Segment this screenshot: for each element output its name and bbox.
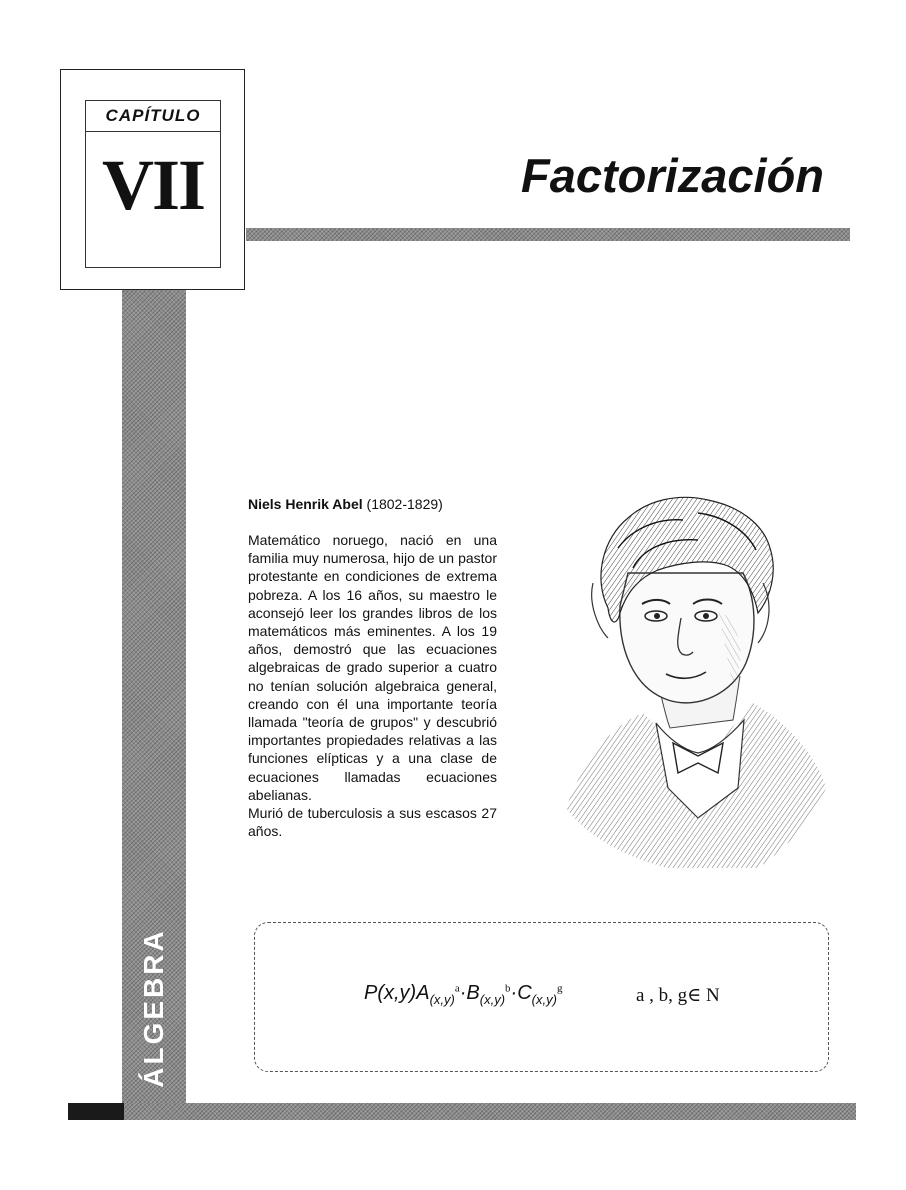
factorization-formula	[364, 982, 562, 1007]
formula-exponent: a	[454, 982, 460, 995]
bio-heading	[248, 496, 443, 512]
chapter-number: VII	[101, 145, 205, 225]
formula-subscript: (x,y)	[479, 992, 506, 1007]
formula-factor-b: B	[466, 982, 480, 1004]
formula-factor-a: A	[416, 982, 430, 1004]
bio-paragraph: Matemático noruego, nació en una familia muy numerosa, hijo de un pastor protestante en condiciones de extrema pobreza. A los 16 años, su maestro le aconsejó leer los grandes libros de los matemáticos más eminentes. A los 19 años, demostró que las ecuaciones algebraicas de grado superior a cuatro no tenían solución algebraica general, creando con él una importante teoría llamada "teoría de grupos" y descubrió importantes propiedades relativas a las funciones elípticas y a una clase de ecuaciones llamadas ecuaciones abelianas.	[248, 532, 497, 803]
top-band	[246, 228, 850, 241]
bio-paragraph: Murió de tuberculosis a sus escasos 27 años.	[248, 805, 497, 840]
page-title: Factorización	[521, 149, 824, 202]
formula-dot: ·	[510, 982, 518, 1004]
section-label: ÁLGEBRA	[138, 928, 169, 1088]
chapter-label: CAPÍTULO	[86, 101, 220, 132]
bio-years: (1802-1829)	[362, 496, 443, 512]
formula-condition: a , b, g∈ N	[636, 985, 720, 1006]
formula-factor-c: C	[517, 982, 532, 1004]
formula-lhs: P(x,y)	[364, 982, 417, 1004]
chapter-inner-frame	[85, 100, 221, 268]
bottom-band	[68, 1103, 856, 1120]
formula-exponent: g	[556, 982, 563, 995]
portrait-illustration	[548, 488, 830, 878]
chapter-box	[60, 69, 245, 290]
formula-dot: ·	[459, 982, 467, 1004]
formula-subscript: (x,y)	[531, 992, 557, 1007]
bio-name: Niels Henrik Abel	[248, 496, 363, 512]
formula-subscript: (x,y)	[429, 992, 455, 1007]
bottom-band-accent	[68, 1103, 124, 1120]
formula-exponent: b	[505, 982, 511, 995]
bio-text	[248, 531, 497, 903]
